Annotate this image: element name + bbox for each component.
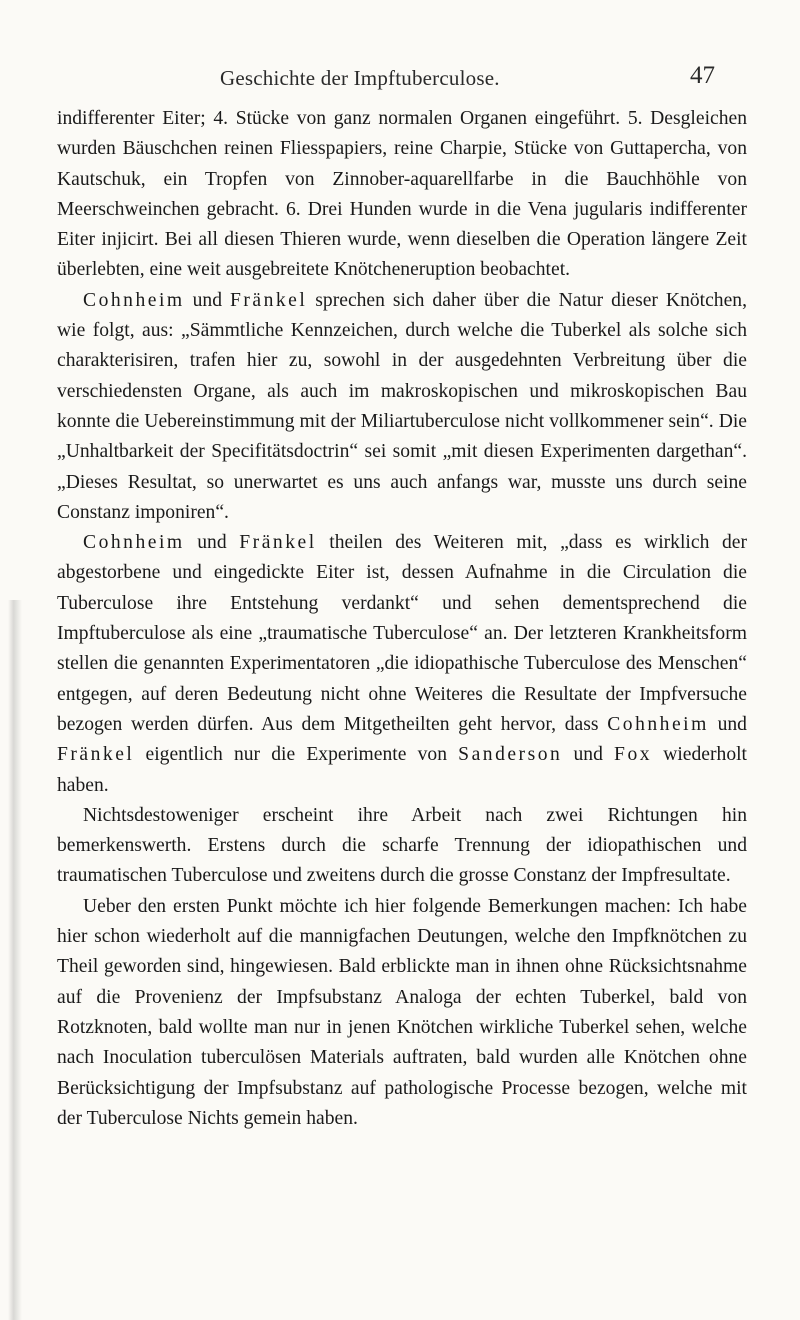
text-run: und (562, 744, 615, 766)
author-name: Fränkel (57, 744, 135, 766)
text-run: wiederholt haben. (57, 744, 748, 796)
text-run: sprechen sich daher über die Natur dieser Knötchen, wie folgt, aus: „Sämmtliche Kennzeichen, durch welche die Tuberkel als solche sich charakterisiren, trafen hier zu, sowohl in der ausgedehnten Verbreitung über die verschiedensten Organe, als auch im makroskopischen und mikroskopischen Bau konnte die Uebereinstimmung mit der Miliartuberculose nicht vollkommener sein“. Die „Unhaltbarkeit der Specifitätsdoctrin“ sei somit „mit diesen Experimenten dargethan“. „Dieses Resultat, so unerwartet es uns auch anfangs war, musste uns durch seine Constanz imponiren“. (57, 289, 747, 523)
paragraph-3 (57, 528, 747, 801)
body-text (57, 104, 747, 1134)
running-title: Geschichte der Impftuberculose. (220, 66, 500, 90)
author-name: Cohnheim (83, 289, 185, 311)
author-name: Sanderson (458, 744, 563, 766)
page-binding-shadow (8, 600, 22, 1320)
text-run: theilen des Weiteren mit, „dass es wirklich der abgestorbene und eingedickte Eiter ist, dessen Aufnahme in die Circulation die Tuberculose ihre Entstehung verdankt“ und sehen dementsprechend die Impftuberculose als eine „traumatische Tuberculose“ an. Der letzteren Krankheitsform stellen die genannten Experimentatoren „die idiopathische Tuberculose des Menschen“ entgegen, auf deren Bedeutung nicht ohne Weiteres die Resultate der Impfversuche bezogen werden dürfen. Aus dem Mitgetheilten geht hervor, dass (57, 532, 748, 735)
paragraph-1: indifferenter Eiter; 4. Stücke von ganz normalen Organen eingeführt. 5. Desgleichen wurden Bäuschchen reinen Fliesspapiers, reine Charpie, Stücke von Guttapercha, von Kautschuk, ein Tropfen von Zinnober-aquarellfarbe in die Bauchhöhle von Meerschweinchen gebracht. 6. Drei Hunden wurde in die Vena jugularis indifferenter Eiter injicirt. Bei all diesen Thieren wurde, wenn dieselben die Operation längere Zeit überlebten, eine weit ausgebreitete Knötcheneruption beobachtet. (57, 108, 747, 281)
text-run: eigentlich nur die Experimente von (134, 744, 459, 766)
paragraph-5: Ueber den ersten Punkt möchte ich hier folgende Bemerkungen machen: Ich habe hier schon wiederholt auf die mannigfachen Deutungen, welche den Impfknötchen zu Theil geworden sind, hingewiesen. Bald erblickte man in ihnen ohne Rücksichtsnahme auf die Provenienz der Impfsubstanz Analoga der echten Tuberkel, bald von Rotzknoten, bald wollte man nur in jenen Knötchen wirkliche Tuberkel sehen, welche nach Inoculation tuberculösen Materials auftraten, bald wurden alle Knötchen ohne Berücksichtigung der Impfsubstanz auf pathologische Processe bezogen, welche mit der Tuberculose Nichts gemein haben. (57, 895, 747, 1129)
text-run: und (708, 713, 747, 735)
text-run: und (184, 289, 230, 311)
author-name: Cohnheim (607, 713, 709, 735)
page-header (0, 62, 800, 96)
author-name: Cohnheim (83, 532, 185, 554)
paragraph-4: Nichtsdestoweniger erscheint ihre Arbeit nach zwei Richtungen hin bemerkenswerth. Erstens durch die scharfe Trennung der idiopathischen und traumatischen Tuberculose und zweitens durch die grosse Constanz der Impfresultate. (57, 804, 747, 887)
paragraph-2 (57, 286, 747, 528)
page-number: 47 (690, 62, 715, 89)
text-run: und (184, 532, 240, 554)
author-name: Fränkel (229, 289, 308, 311)
author-name: Fox (614, 744, 653, 766)
author-name: Fränkel (239, 532, 317, 554)
